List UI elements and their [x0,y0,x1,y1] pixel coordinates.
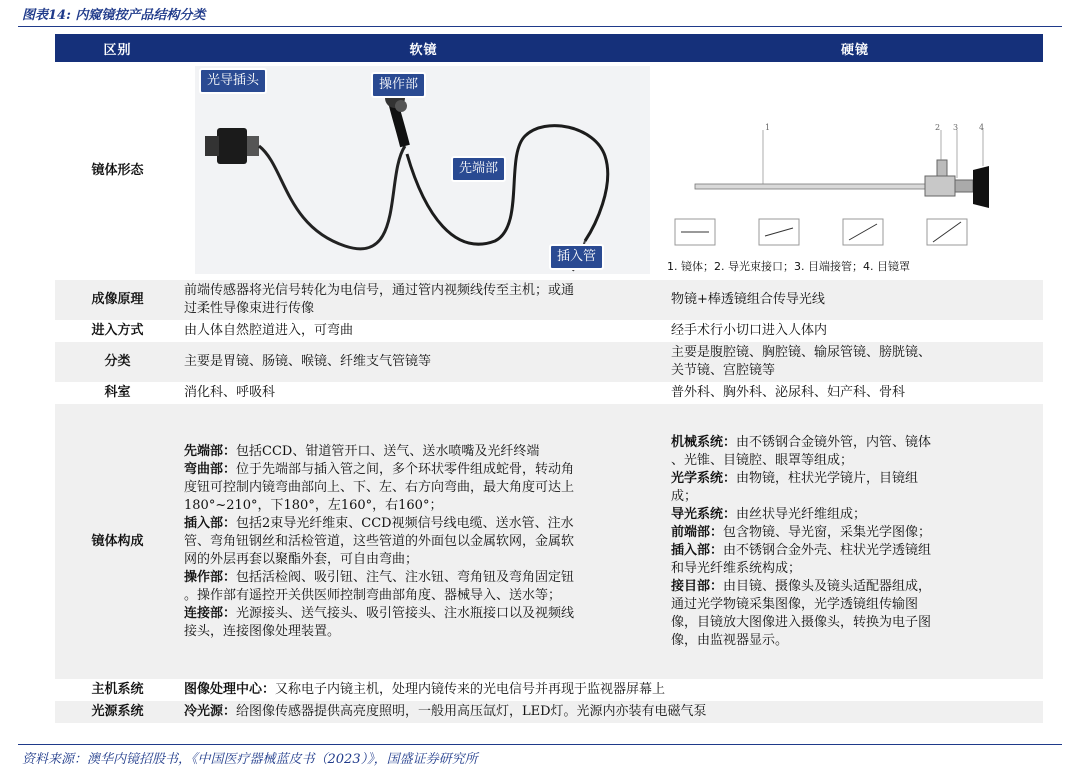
callout-3: 3 [953,123,959,132]
header-soft: 软镜 [180,34,667,62]
soft-principle-line2: 过柔性导像束进行传像 [184,301,315,316]
hard-structure-line: 像，目镜放大图像进入摄像头，转换为电子图 [671,614,932,630]
row-department [55,382,1043,404]
soft-structure-line: 。操作部有遥控开关供医师控制弯曲部角度、器械导入、送水等； [184,587,562,603]
label-form: 镜体形态 [91,163,144,178]
header-diff: 区别 [55,34,180,62]
hard-structure [667,404,1043,679]
callout-1: 1 [765,123,771,132]
hard-category-line1: 主要是腹腔镜、胸腔镜、输尿管镜、膀胱镜、 [671,345,932,360]
soft-structure-line: 180°~210°，下180°，左160°，右160°； [184,497,443,513]
hard-structure-line: 成； [671,488,698,504]
soft-structure-line: 接头，连接图像处理装置。 [184,623,341,639]
hard-department: 普外科、胸外科、泌尿科、妇产科、骨科 [671,385,906,400]
hard-structure-line: 机械系统：由不锈钢合金镜外管，内管、镜体 [671,434,932,450]
soft-principle-line1: 前端传感器将光信号转化为电信号，通过管内视频线传至主机；或通 [184,283,575,298]
host-desc: 图像处理中心：又称电子内镜主机，处理内镜传来的光电信号并再现于监视器屏幕上 [184,682,666,697]
soft-principle [180,280,667,320]
hard-structure-line: 光学系统：由物镜，柱状光学镜片，目镜组 [671,470,919,486]
row-entry [55,320,1043,342]
soft-structure-line: 连接部：光源接头、送气接头、吸引管接头、注水瓶接口以及视频线 [184,605,575,621]
label-principle: 成像原理 [55,280,180,320]
soft-structure-line: 度钮可控制内镜弯曲部向上、下、左、右方向弯曲，最大角度可达上 [184,479,575,495]
hard-principle: 物镜+棒透镜组合传导光线 [667,280,1043,320]
row-host [55,679,1043,701]
soft-structure-line: 管、弯角钮钢丝和活检管道，这些管道的外面包以金属软网，金属软 [184,533,575,549]
hard-entry: 经手术行小切口进入人体内 [671,323,828,338]
header-row [55,34,1043,62]
soft-entry: 由人体自然腔道进入，可弯曲 [184,323,354,338]
label-entry: 进入方式 [91,323,144,338]
label-host: 主机系统 [91,682,144,697]
label-light-connector: 光导插头 [199,68,267,94]
hard-structure-line: 和导光纤维系统构成； [671,560,802,576]
soft-scope-photo [195,66,650,274]
soft-structure-line: 弯曲部：位于先端部与插入管之间，多个环状零件组成蛇骨，转动角 [184,461,575,477]
comparison-table [55,34,1043,723]
row-light [55,701,1043,723]
soft-scope-image [180,62,667,280]
label-control-section: 操作部 [371,72,426,98]
callout-2: 2 [935,123,941,132]
row-form [55,62,1043,280]
rigid-scope-legend: 1. 镜体；2. 导光束接口；3. 目端接管；4. 目镜罩 [667,260,910,273]
label-department: 科室 [104,385,131,400]
hard-structure-line: 导光系统：由丝状导光纤维组成； [671,506,867,522]
label-insertion-tube: 插入管 [549,244,604,270]
hard-structure-line: 、光锥、目镜腔、眼罩等组成； [671,452,854,468]
soft-structure-line: 先端部：包括CCD、钳道管开口、送气、送水喷嘴及光纤终端 [184,443,540,459]
header-hard: 硬镜 [667,34,1043,62]
row-structure [55,404,1043,679]
label-distal-end: 先端部 [451,156,506,182]
hard-category [667,342,1043,382]
rigid-scope-drawing [667,62,1043,280]
hard-structure-line: 插入部：由不锈钢合金外壳、柱状光学透镜组 [671,542,932,558]
soft-structure [180,404,667,679]
hard-structure-line: 前端部：包含物镜、导光窗，采集光学图像； [671,524,932,540]
label-structure: 镜体构成 [55,404,180,679]
hard-structure-line: 通过光学物镜采集图像，光学透镜组传输图 [671,596,919,612]
hard-structure-line: 接目部：由目镜、摄像头及镜头适配器组成， [671,578,932,594]
figure-title: 图表14: 内窥镜按产品结构分类 [22,8,206,23]
row-category [55,342,1043,382]
hard-scope-image [667,62,1043,280]
label-category: 分类 [55,342,180,382]
hard-category-line2: 关节镜、宫腔镜等 [671,363,776,378]
soft-structure-line: 操作部：包括活检阀、吸引钮、注气、注水钮、弯角钮及弯角固定钮 [184,569,575,585]
callout-4: 4 [979,123,985,132]
top-rule [18,26,1062,27]
soft-structure-line: 网的外层再套以聚酯外套，可自由弯曲； [184,551,419,567]
row-principle [55,280,1043,320]
soft-structure-line: 插入部：包括2束导光纤维束、CCD视频信号线电缆、送水管、注水 [184,515,574,531]
bottom-rule [18,744,1062,745]
soft-category: 主要是胃镜、肠镜、喉镜、纤维支气管镜等 [180,342,667,382]
light-desc: 冷光源：给图像传感器提供高亮度照明，一般用高压氙灯，LED灯。光源内亦装有电磁气泵 [180,701,1043,723]
soft-department: 消化科、呼吸科 [184,385,276,400]
label-light: 光源系统 [55,701,180,723]
source-note: 资料来源：澳华内镜招股书，《中国医疗器械蓝皮书（2023）》，国盛证券研究所 [22,752,478,767]
hard-structure-line: 像，由监视器显示。 [671,632,789,648]
